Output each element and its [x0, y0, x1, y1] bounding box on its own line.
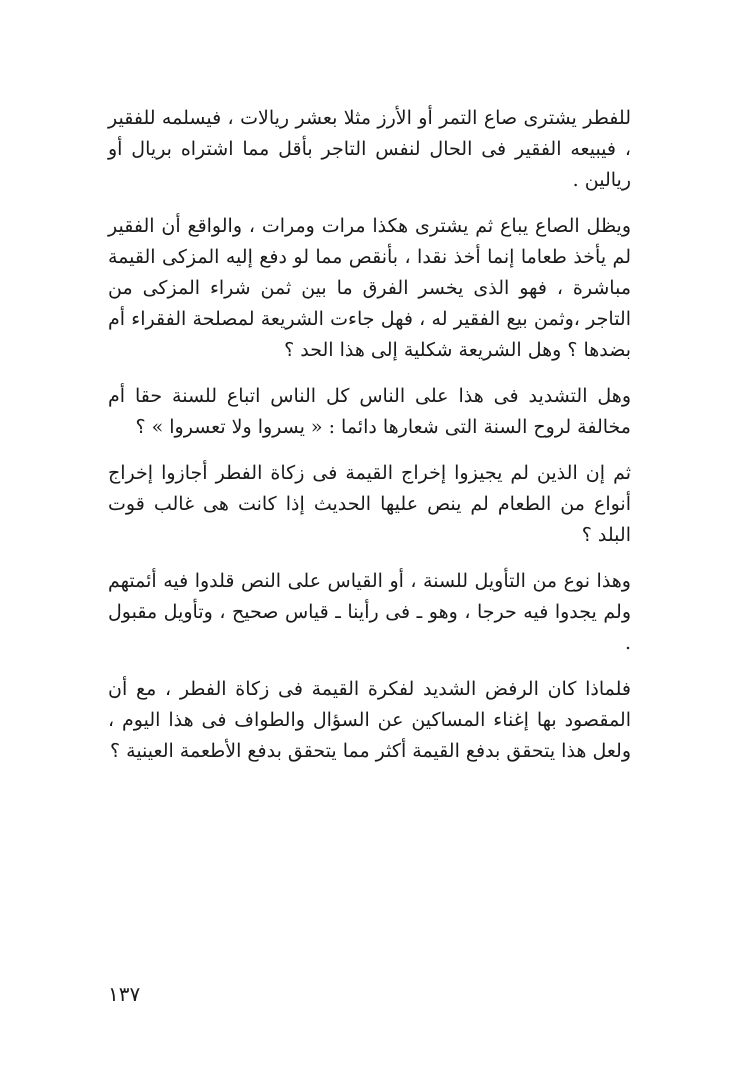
page-number: ١٣٧ [108, 982, 141, 1006]
body-text [108, 103, 631, 782]
paragraph-1: للفطر يشترى صاع التمر أو الأرز مثلا بعشر ريالات ، فيسلمه للفقير ، فيبيعه الفقير فى الحال لنفس التاجر بأقل مما اشتراه بريال أو ريالين . [108, 107, 631, 191]
paragraph-4: ثم إن الذين لم يجيزوا إخراج القيمة فى زكاة الفطر أجازوا إخراج أنواع من الطعام لم ينص عليها الحديث إذا كانت هى غالب قوت البلد ؟ [108, 462, 631, 546]
paragraph-5: وهذا نوع من التأويل للسنة ، أو القياس على النص قلدوا فيه أئمتهم ولم يجدوا فيه حرجا ، وهو ـ فى رأينا ـ قياس صحيح ، وتأويل مقبول . [108, 570, 631, 654]
paragraph-3: وهل التشديد فى هذا على الناس كل الناس اتباع للسنة حقا أم مخالفة لروح السنة التى شعارها دائما : « يسروا ولا تعسروا » ؟ [108, 385, 631, 438]
paragraph-6: فلماذا كان الرفض الشديد لفكرة القيمة فى زكاة الفطر ، مع أن المقصود بها إغناء المساكين عن السؤال والطواف فى هذا اليوم ، ولعل هذا يتحقق بدفع القيمة أكثر مما يتحقق بدفع الأطعمة العينية ؟ [108, 678, 631, 762]
paragraph-2: ويظل الصاع يباع ثم يشترى هكذا مرات ومرات ، والواقع أن الفقير لم يأخذ طعاما إنما أخذ نقدا ، بأنقص مما لو دفع إليه المزكى القيمة مباشرة ، فهو الذى يخسر الفرق ما بين ثمن شراء المزكى من التاجر ،وثمن بيع الفقير له ، فهل جاءت الشريعة لمصلحة الفقراء أم بضدها ؟ وهل الشريعة شكلية إلى هذا الحد ؟ [108, 215, 631, 361]
